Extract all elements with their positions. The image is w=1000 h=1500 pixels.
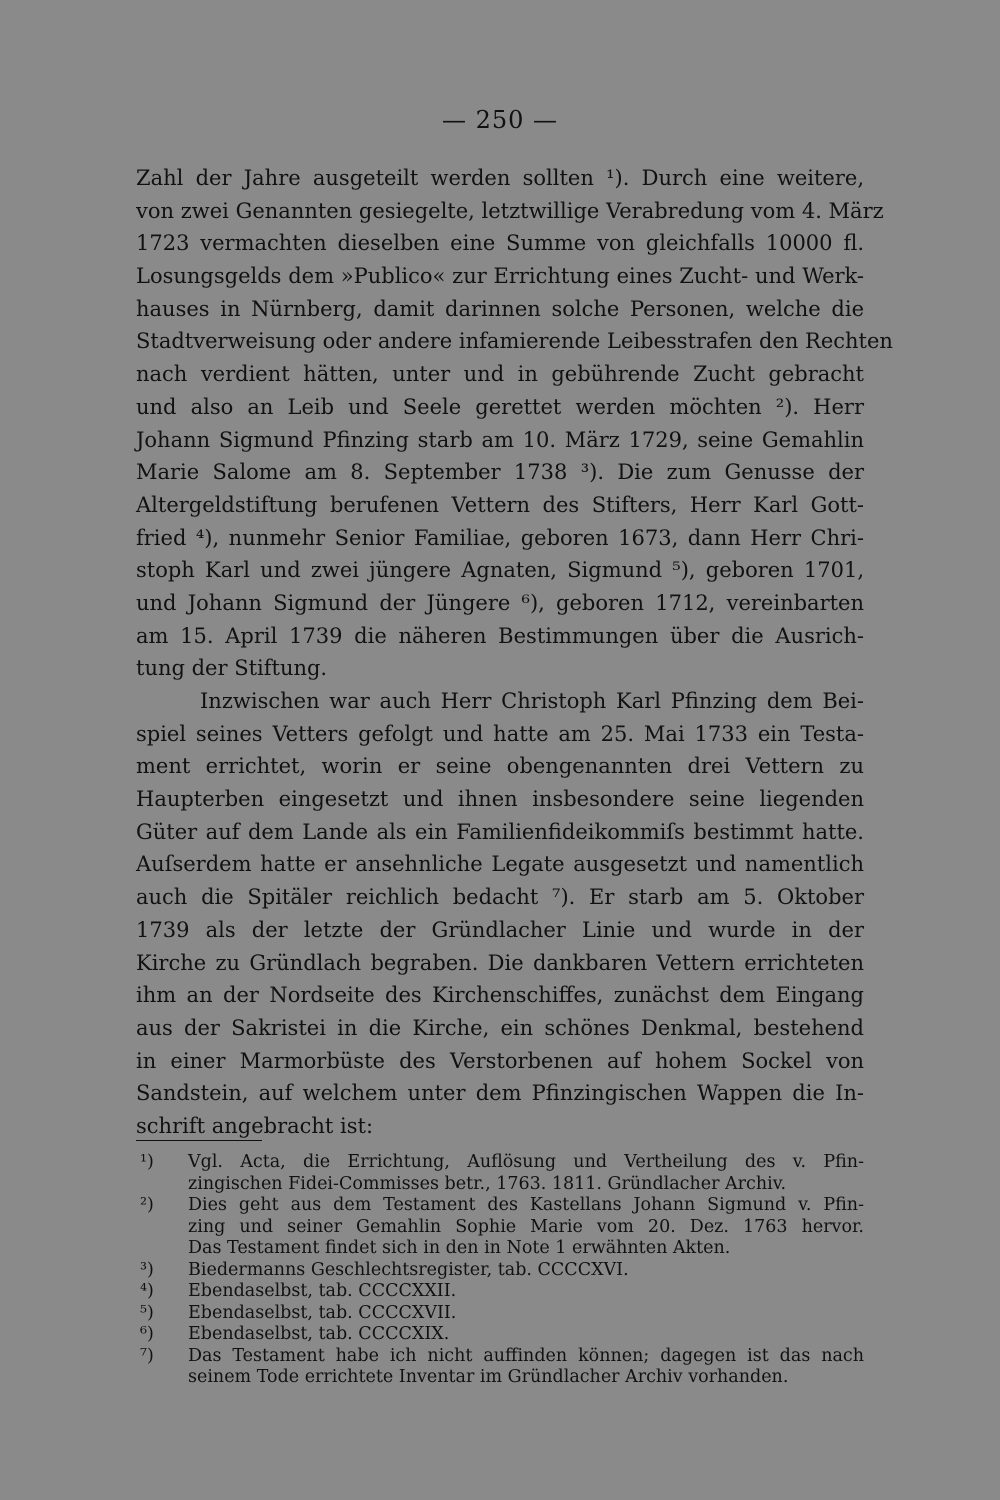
text-line: 1723 vermachten dieselben eine Summe von gleichfalls 10000 fl. [136,231,864,256]
text-line: ment errichtet, worin er seine obengenannten drei Vettern zu [136,754,864,779]
footnote-body [188,1346,864,1389]
footnote-line: Dies geht aus dem Testament des Kastellans Johann Sigmund v. Pfin- [188,1195,864,1215]
text-line: Johann Sigmund Pfinzing starb am 10. März 1729, seine Gemahlin [136,427,864,452]
footnote-separator [136,1140,262,1141]
footnote [136,1260,864,1282]
footnote-line: Ebendaselbst, tab. CCCCXXII. [188,1281,457,1301]
text-line: tung der Stiftung. [136,656,328,681]
footnote-mark: ²) [140,1195,154,1215]
footnotes [136,1152,864,1389]
body-text [136,162,893,1143]
footnote [136,1303,864,1325]
text-line: Güter auf dem Lande als ein Familienfideikommiſs bestimmt hatte. [136,819,864,844]
text-line: von zwei Genannten gesiegelte, letztwillige Verabredung vom 4. März [136,198,884,223]
footnote [136,1195,864,1260]
text-line: fried ⁴), nunmehr Senior Familiae, geboren 1673, dann Herr Chri- [136,525,864,550]
footnote-mark: ⁵) [140,1302,154,1323]
footnote-body [188,1281,864,1303]
text-line: Altergeldstiftung berufenen Vettern des Stifters, Herr Karl Gott- [136,492,864,517]
text-line: 1739 als der letzte der Gründlacher Linie und wurde in der [136,917,864,942]
text-line: Sandstein, auf welchem unter dem Pfinzingischen Wappen die In- [136,1081,864,1106]
footnote-line: Vgl. Acta, die Errichtung, Auflösung und Vertheilung des v. Pfin- [188,1152,864,1172]
text-line: Kirche zu Gründlach begraben. Die dankbaren Vettern errichteten [136,950,864,975]
footnote-mark: ⁴) [140,1281,154,1301]
footnote [136,1281,864,1303]
footnote-body [188,1260,864,1282]
footnote-line: Ebendaselbst, tab. CCCCXVII. [188,1302,457,1323]
text-line: hauses in Nürnberg, damit darinnen solche Personen, welche die [136,296,864,321]
footnote-mark: ⁷) [140,1345,154,1366]
text-line: stoph Karl und zwei jüngere Agnaten, Sigmund ⁵), geboren 1701, [136,558,864,583]
text-line: in einer Marmorbüste des Verstorbenen auf hohem Sockel von [136,1048,864,1073]
footnote-body [188,1324,864,1346]
footnote-mark: ¹) [140,1152,154,1172]
text-line: Stadtverweisung oder andere infamierende Leibesstrafen den Rechten [136,329,893,354]
footnote-line: Das Testament habe ich nicht auffinden können; dagegen ist das nach [188,1345,864,1366]
text-line: Inzwischen war auch Herr Christoph Karl Pfinzing dem Bei- [200,689,864,713]
footnote-line: seinem Tode errichtete Inventar im Gründlacher Archiv vorhanden. [188,1367,789,1387]
text-line: und Johann Sigmund der Jüngere ⁶), geboren 1712, vereinbarten [136,590,864,615]
footnote-line: zing und seiner Gemahlin Sophie Marie vom 20. Dez. 1763 hervor. [188,1216,864,1237]
footnote-mark: ⁶) [140,1324,154,1344]
text-line: spiel seines Vetters gefolgt und hatte am 25. Mai 1733 ein Testa- [136,721,864,746]
footnote [136,1346,864,1389]
text-line: Haupterben eingesetzt und ihnen insbesondere seine liegenden [136,787,864,812]
text-line: schrift angebracht ist: [136,1113,374,1138]
footnote-line: zingischen Fidei-Commisses betr., 1763. 1811. Gründlacher Archiv. [188,1173,787,1194]
text-line: ihm an der Nordseite des Kirchenschiffes, zunächst dem Eingang [136,983,864,1008]
text-line: Auſserdem hatte er ansehnliche Legate ausgesetzt und namentlich [136,852,864,877]
text-line: auch die Spitäler reichlich bedacht ⁷). Er starb am 5. Oktober [136,885,864,910]
text-line: Marie Salome am 8. September 1738 ³). Die zum Genusse der [136,460,864,485]
footnote-line: Biedermanns Geschlechtsregister, tab. CCCCXVI. [188,1259,629,1280]
page-number: — 250 — [441,106,559,134]
text-line: Zahl der Jahre ausgeteilt werden sollten ¹). Durch eine weitere, [136,166,864,190]
footnote [136,1324,864,1346]
footnote-body [188,1195,864,1260]
text-line: nach verdient hätten, unter und in gebührende Zucht gebracht [136,362,864,387]
text-line: Losungsgelds dem »Publico« zur Errichtung eines Zucht- und Werk- [136,264,864,289]
footnote-body [188,1303,864,1325]
text-line: und also an Leib und Seele gerettet werden möchten ²). Herr [136,394,864,419]
footnote-line: Das Testament findet sich in den in Note 1 erwähnten Akten. [188,1238,731,1258]
text-line: am 15. April 1739 die näheren Bestimmungen über die Ausrich- [136,623,864,648]
footnote-line: Ebendaselbst, tab. CCCCXIX. [188,1324,450,1344]
footnote-body [188,1152,864,1195]
text-line: aus der Sakristei in die Kirche, ein schönes Denkmal, bestehend [136,1015,864,1040]
footnote [136,1152,864,1195]
footnote-mark: ³) [140,1259,154,1280]
